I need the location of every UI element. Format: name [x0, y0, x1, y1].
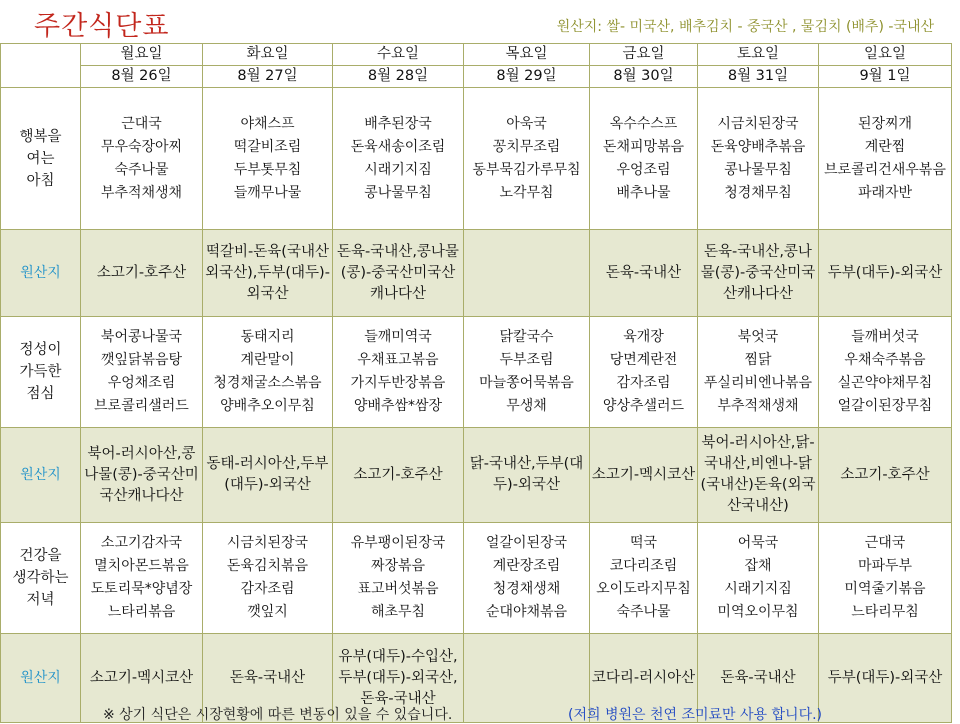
- menu-cell: [464, 88, 590, 230]
- menu-item: 북어콩나물국: [100, 329, 183, 345]
- origin-text: 소고기-멕시코산: [591, 466, 696, 483]
- date-header: 8월 26일: [81, 66, 203, 88]
- menu-item: 시래기지짐: [364, 161, 432, 178]
- origin-row: [1, 428, 952, 523]
- menu-item: 느타리볶음: [107, 604, 176, 620]
- menu-item: 브로콜리건새우볶음: [824, 161, 946, 178]
- menu-item: 들깨버섯국: [851, 329, 919, 345]
- origin-text: 동태-러시아산,두부(대두)-외국산: [206, 456, 329, 493]
- origin-text: 떡갈비-돈육(국내산외국산),두부(대두)-외국산: [205, 243, 330, 302]
- origin-cell: [464, 230, 590, 317]
- origin-label: 원산지: [1, 634, 81, 723]
- menu-cell: [81, 523, 203, 634]
- menu-cell: [698, 523, 819, 634]
- menu-item: 시금치된장국: [226, 535, 309, 551]
- menu-item: 해초무침: [370, 604, 426, 620]
- menu-item: 얼갈이된장무침: [837, 398, 933, 414]
- meal-row: [1, 523, 952, 634]
- menu-item: 들깨무나물: [233, 184, 302, 201]
- menu-item: 실곤약야채무침: [837, 375, 933, 391]
- menu-cell: [464, 523, 590, 634]
- menu-item: 떡국: [629, 535, 658, 551]
- menu-item: 소고기감자국: [100, 535, 183, 551]
- menu-item: 떡갈비조림: [233, 138, 302, 155]
- origin-cell: [698, 230, 819, 317]
- meal-label-line: 생각하는: [12, 570, 69, 586]
- menu-item: 도토리묵*양념장: [90, 581, 193, 597]
- menu-item: 꽁치무조림: [492, 138, 561, 155]
- origin-cell: [203, 230, 333, 317]
- menu-item: 깻잎닭볶음탕: [100, 352, 183, 368]
- date-header: 8월 28일: [333, 66, 464, 88]
- menu-cell: [203, 523, 333, 634]
- menu-cell: [590, 317, 698, 428]
- menu-cell: [333, 317, 464, 428]
- menu-item: 순대야채볶음: [485, 604, 568, 620]
- menu-item: 감자조림: [240, 581, 295, 597]
- day-header: 수요일: [333, 44, 464, 66]
- meal-label-line: 건강을: [19, 548, 62, 564]
- menu-item: 숙주나물: [616, 604, 671, 620]
- meal-row: [1, 317, 952, 428]
- meal-label-line: 아침: [26, 172, 55, 189]
- menu-item: 노각무침: [499, 184, 554, 201]
- origin-cell: [464, 428, 590, 523]
- menu-item: 얼갈이된장국: [485, 535, 568, 551]
- menu-item: 표고버섯볶음: [357, 581, 439, 597]
- menu-item: 무생채: [506, 398, 547, 414]
- origin-text: 돈육-국내산: [229, 669, 306, 686]
- origin-text: 닭-국내산,두부(대두)-외국산: [469, 456, 584, 493]
- origin-text: 두부(대두)-외국산: [827, 264, 943, 281]
- menu-item: 청경채생채: [492, 581, 561, 597]
- origin-row: [1, 230, 952, 317]
- origin-cell: [333, 230, 464, 317]
- meal-label: [1, 88, 81, 230]
- origin-text: 북어-러시아산,닭-국내산,비엔나-닭(국내산)돈육(외국산국내산): [700, 435, 816, 514]
- menu-table: [0, 43, 952, 723]
- menu-cell: [203, 88, 333, 230]
- menu-item: 느타리무침: [851, 604, 919, 620]
- menu-item: 계란말이: [240, 352, 295, 368]
- origin-cell: [819, 634, 952, 723]
- origin-text: 돈육-국내산: [720, 669, 796, 686]
- menu-item: 파래자반: [857, 184, 913, 201]
- meal-label: [1, 317, 81, 428]
- menu-cell: [819, 523, 952, 634]
- origin-text: 소고기-호주산: [353, 466, 443, 483]
- meal-row: [1, 88, 952, 230]
- menu-item: 우채표고볶음: [357, 352, 439, 368]
- menu-cell: [81, 88, 203, 230]
- menu-item: 육개장: [623, 329, 664, 345]
- menu-item: 짜장볶음: [370, 558, 426, 574]
- menu-item: 깻잎지: [247, 604, 288, 620]
- header-corner: [1, 44, 81, 88]
- menu-item: 두부조림: [499, 352, 554, 368]
- origin-text: 북어-러시아산,콩나물(콩)-중국산미국산캐나다산: [84, 445, 199, 504]
- menu-item: 부추적채생채: [100, 184, 183, 201]
- origin-cell: [590, 230, 698, 317]
- menu-item: 유부팽이된장국: [350, 535, 446, 551]
- menu-item: 돈육양배추볶음: [710, 138, 806, 155]
- header-day-row: [1, 44, 952, 66]
- menu-cell: [698, 88, 819, 230]
- origin-cell: [81, 428, 203, 523]
- menu-item: 부추적채생채: [717, 398, 799, 414]
- origin-cell: [590, 428, 698, 523]
- menu-item: 시래기지짐: [724, 581, 792, 597]
- menu-item: 양배추오이무침: [220, 398, 315, 414]
- menu-item: 청경채무침: [724, 184, 792, 201]
- date-header: 8월 29일: [464, 66, 590, 88]
- menu-item: 배추나물: [616, 184, 671, 201]
- menu-item: 당면계란전: [609, 352, 678, 368]
- menu-item: 양배추쌈*쌈장: [353, 398, 443, 414]
- footer-seasoning-notice: (저희 병원은 천연 조미료만 사용 합니다.): [568, 707, 823, 723]
- day-header: 화요일: [203, 44, 333, 66]
- menu-item: 미역줄기볶음: [844, 581, 926, 597]
- menu-item: 동태지리: [240, 329, 295, 345]
- origin-cell: [819, 428, 952, 523]
- meal-label-line: 저녁: [26, 592, 55, 608]
- menu-item: 야채스프: [240, 115, 295, 132]
- menu-item: 미역오이무침: [717, 604, 799, 620]
- menu-item: 아욱국: [506, 115, 547, 132]
- menu-item: 푸실리비엔나볶음: [703, 375, 813, 391]
- origin-text: 소고기-호주산: [96, 264, 187, 281]
- origin-text: 소고기-호주산: [840, 466, 930, 483]
- menu-item: 두부톳무침: [233, 161, 302, 178]
- menu-item: 시금치된장국: [717, 115, 799, 132]
- menu-item: 마늘쫑어묵볶음: [479, 375, 574, 391]
- menu-item: 들깨미역국: [364, 329, 432, 345]
- menu-cell: [464, 317, 590, 428]
- menu-item: 된장찌개: [857, 115, 913, 132]
- origin-text: 코다리-러시아산: [591, 669, 696, 686]
- menu-item: 가지두반장볶음: [350, 375, 446, 391]
- origin-label: 원산지: [1, 428, 81, 523]
- menu-item: 근대국: [121, 115, 162, 132]
- menu-cell: [698, 317, 819, 428]
- menu-item: 감자조림: [616, 375, 671, 391]
- origin-text: 두부(대두)-외국산: [827, 669, 943, 686]
- menu-cell: [819, 317, 952, 428]
- date-header: 8월 31일: [698, 66, 819, 88]
- origin-cell: [81, 230, 203, 317]
- menu-item: 오이도라지무침: [596, 581, 691, 597]
- menu-cell: [81, 317, 203, 428]
- date-header: 8월 27일: [203, 66, 333, 88]
- menu-item: 배추된장국: [364, 115, 432, 132]
- menu-item: 콩나물무침: [364, 184, 432, 201]
- meal-label: [1, 523, 81, 634]
- origin-label: 원산지: [1, 230, 81, 317]
- header-date-row: [1, 66, 952, 88]
- menu-item: 마파두부: [857, 558, 913, 574]
- menu-item: 우엉조림: [616, 161, 671, 178]
- menu-item: 양상추샐러드: [602, 398, 685, 414]
- origin-note: 원산지: 쌀- 미국산, 배추김치 - 중국산 , 물김치 (배추) -국내산: [556, 19, 934, 35]
- meal-label-line: 행복을: [19, 128, 62, 145]
- menu-item: 근대국: [864, 535, 906, 551]
- menu-item: 브로콜리샐러드: [94, 398, 189, 414]
- menu-cell: [590, 523, 698, 634]
- origin-cell: [698, 428, 819, 523]
- day-header: 토요일: [698, 44, 819, 66]
- menu-item: 북엇국: [737, 329, 779, 345]
- origin-cell: [333, 428, 464, 523]
- menu-item: 계란찜: [864, 138, 906, 155]
- menu-item: 동부묵김가루무침: [472, 161, 581, 178]
- origin-text: 소고기-멕시코산: [89, 669, 194, 686]
- menu-item: 돈육새송이조림: [350, 138, 446, 155]
- menu-item: 멸치아몬드볶음: [94, 558, 189, 574]
- day-header: 금요일: [590, 44, 698, 66]
- menu-item: 청경채굴소스볶음: [213, 375, 322, 391]
- origin-text: 유부(대두)-수입산,두부(대두)-외국산,돈육-국내산: [338, 648, 458, 707]
- day-header: 목요일: [464, 44, 590, 66]
- menu-item: 잡채: [744, 558, 772, 574]
- origin-text: 돈육-국내산,콩나물(콩)-중국산미국산캐나다산: [700, 243, 816, 302]
- origin-cell: [203, 428, 333, 523]
- menu-item: 찜닭: [744, 352, 772, 368]
- date-header: 8월 30일: [590, 66, 698, 88]
- origin-text: 돈육-국내산: [605, 264, 682, 281]
- menu-item: 돈채피망볶음: [602, 138, 685, 155]
- menu-cell: [333, 523, 464, 634]
- menu-cell: [333, 88, 464, 230]
- menu-cell: [819, 88, 952, 230]
- menu-item: 어묵국: [737, 535, 779, 551]
- menu-item: 계란장조림: [492, 558, 561, 574]
- menu-cell: [203, 317, 333, 428]
- meal-label-line: 점심: [26, 386, 55, 402]
- page-title: 주간식단표: [34, 11, 170, 42]
- footer-notice: ※ 상기 식단은 시장현황에 따른 변동이 있을 수 있습니다.: [103, 707, 453, 723]
- menu-item: 콩나물무침: [724, 161, 792, 178]
- menu-cell: [590, 88, 698, 230]
- day-header: 일요일: [819, 44, 952, 66]
- menu-item: 옥수수스프: [609, 115, 678, 132]
- menu-item: 닭칼국수: [499, 329, 554, 345]
- menu-item: 우채숙주볶음: [844, 352, 926, 368]
- meal-label-line: 정성이: [19, 342, 62, 358]
- date-header: 9월 1일: [819, 66, 952, 88]
- day-header: 월요일: [81, 44, 203, 66]
- menu-item: 돈육김치볶음: [226, 558, 309, 574]
- origin-text: 돈육-국내산,콩나물(콩)-중국산미국산캐나다산: [337, 243, 459, 302]
- origin-cell: [819, 230, 952, 317]
- meal-label-line: 가득한: [19, 364, 62, 380]
- menu-item: 무우숙장아찌: [100, 138, 183, 155]
- menu-item: 숙주나물: [114, 161, 169, 178]
- meal-label-line: 여는: [26, 150, 55, 167]
- menu-item: 우엉채조림: [107, 375, 176, 391]
- menu-item: 코다리조림: [609, 558, 678, 574]
